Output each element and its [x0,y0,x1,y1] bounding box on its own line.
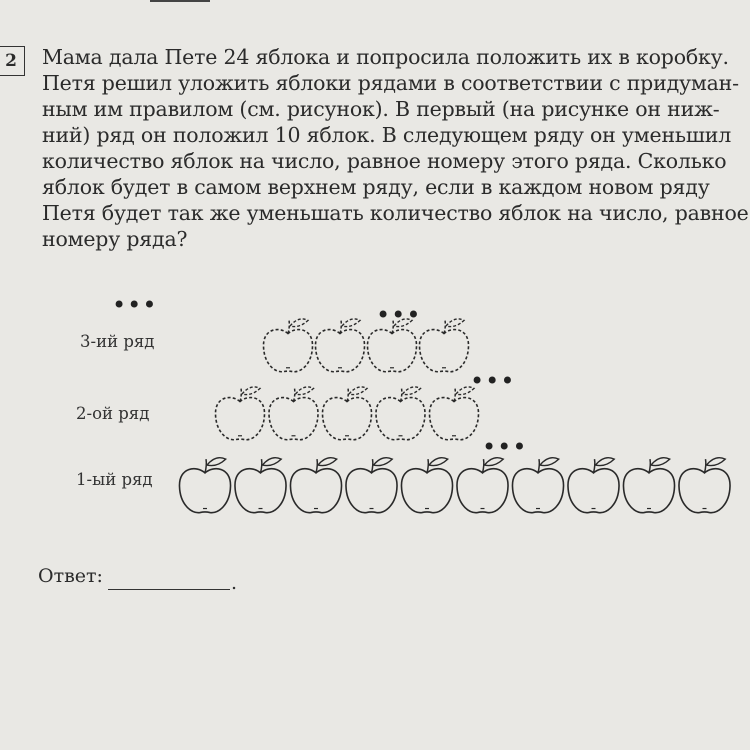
apple-icon [457,458,508,513]
problem-line: ний) ряд он положил 10 яблок. В следующем ряду он уменьшил [42,123,732,147]
apple-icon [623,458,674,513]
problem-number: 2 [0,46,25,76]
answer-period: . [231,572,238,594]
apple-icon [346,458,397,513]
apple-icon [367,319,416,372]
ellipsis-top-center: ••• [376,301,422,329]
row-label-2: 2-ой ряд [76,404,150,423]
apple-icon [179,458,230,513]
problem-line: номеру ряда? [42,227,188,251]
apple-icon [419,319,468,372]
problem-line: Петя будет так же уменьшать количество яблок на число, равное [42,201,749,225]
apple-icon [315,319,364,372]
apple-icon [376,387,425,440]
problem-line: ным им правилом (см. рисунок). В первый (на рисунке он ниж- [42,97,720,121]
apple-icon [429,387,478,440]
apple-icon [568,458,619,513]
apple-icon [290,458,341,513]
apple-icon [679,458,730,513]
apple-icon [263,319,312,372]
problem-line: яблок будет в самом верхнем ряду, если в каждом новом ряду [42,175,710,199]
ellipsis-row-3: ••• [470,367,516,395]
apple-icon [512,458,563,513]
ellipsis-top-left: ••• [112,291,158,319]
apple-icon [322,387,371,440]
apple-icon [401,458,452,513]
apple-icon [235,458,286,513]
ellipsis-row-2: ••• [482,433,528,461]
problem-line: количество яблок на число, равное номеру этого ряда. Сколько [42,149,727,173]
apple-icon [269,387,318,440]
problem-line: Мама дала Пете 24 яблока и попросила положить их в коробку. [42,45,729,69]
answer-blank[interactable] [108,589,230,590]
problem-line: Петя решил уложить яблоки рядами в соответствии с придуман- [42,71,739,95]
apple-icon [215,387,264,440]
answer-label: Ответ: [38,565,103,587]
row-label-3: 3-ий ряд [80,332,155,351]
row-label-1: 1-ый ряд [76,470,153,489]
